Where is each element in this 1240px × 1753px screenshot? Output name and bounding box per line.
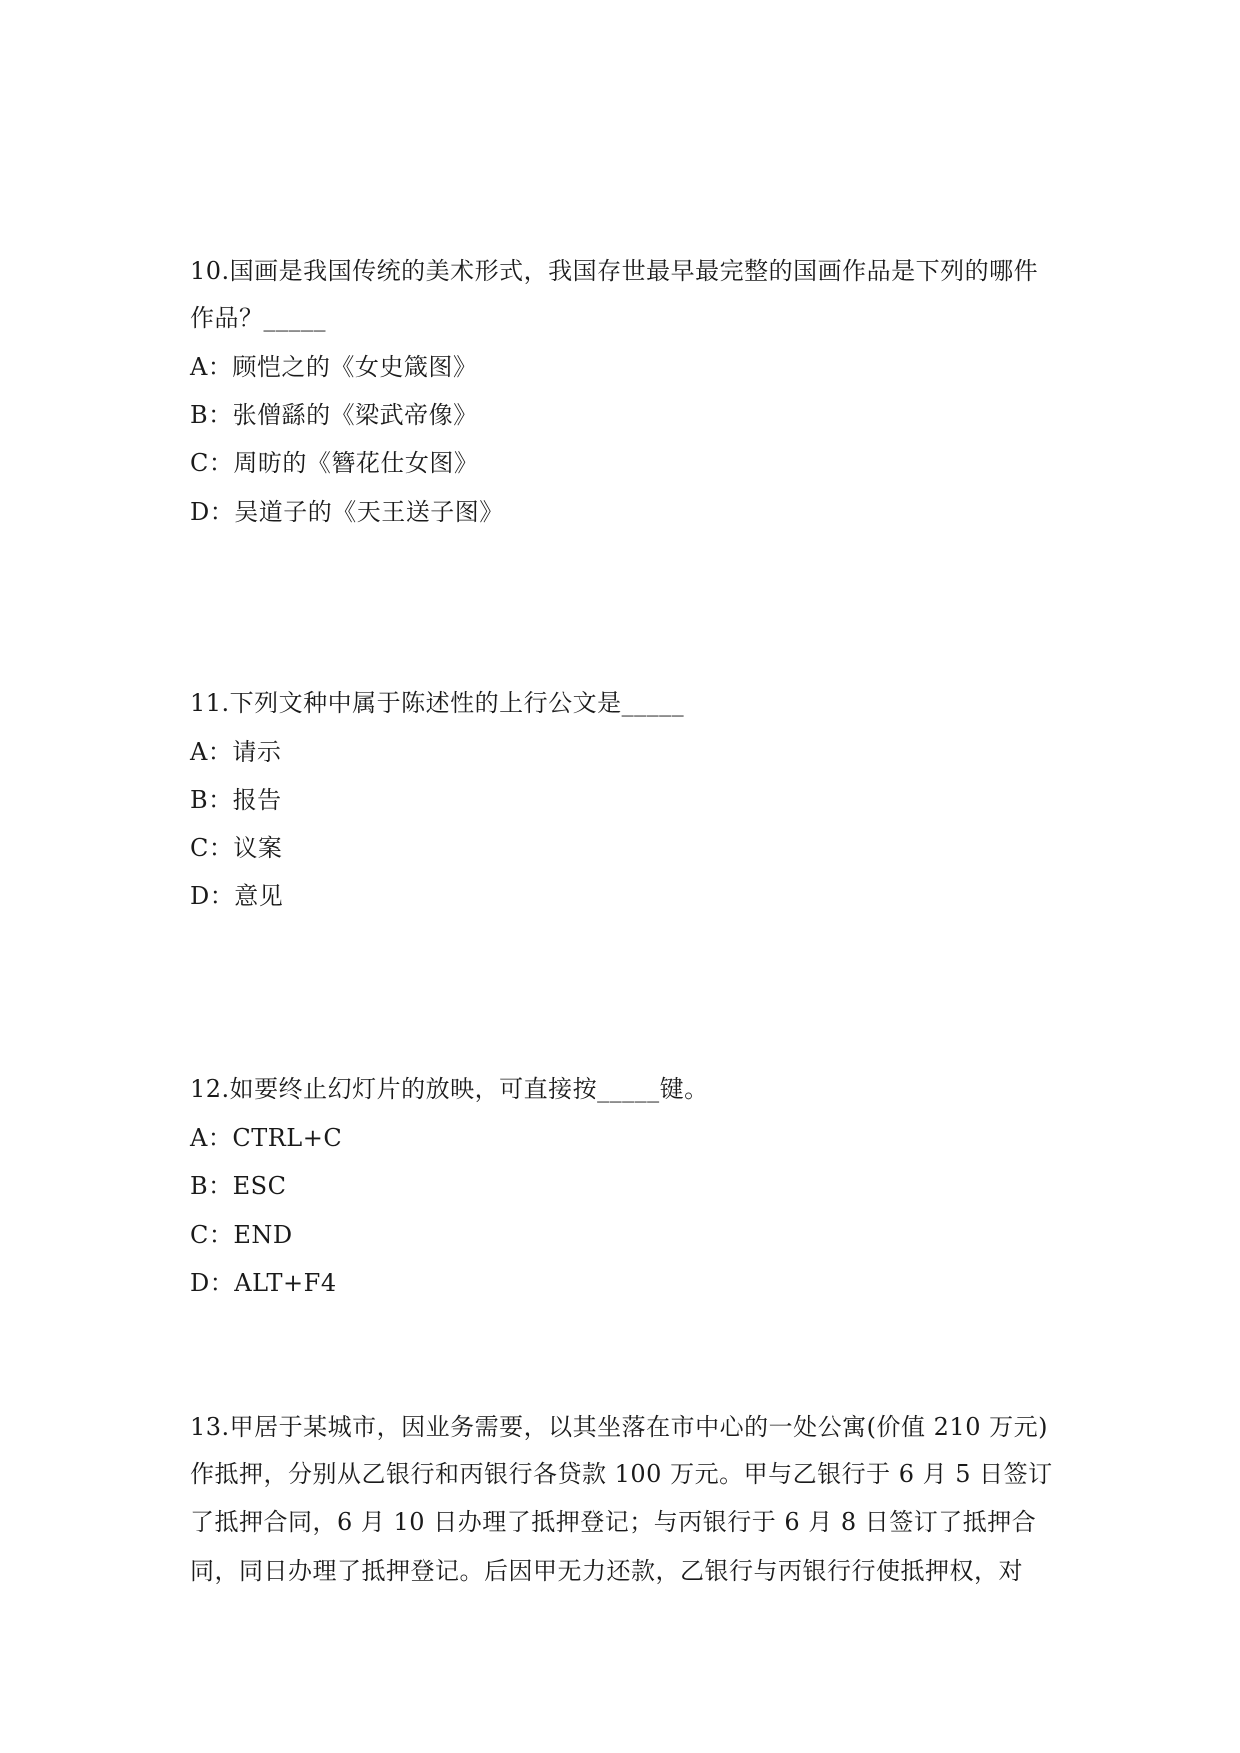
q10-stem-line-2: 作品？_____ (190, 304, 326, 332)
q11-stem-line-1: 11.下列文种中属于陈述性的上行公文是_____ (190, 689, 685, 717)
q10-option-a: A：顾恺之的《女史箴图》 (190, 353, 478, 381)
q13-stem-line-4: 同，同日办理了抵押登记。后因甲无力还款，乙银行与丙银行行使抵押权，对 (190, 1557, 1023, 1585)
q11-option-d: D：意见 (190, 882, 284, 910)
q12-stem-line-1: 12.如要终止幻灯片的放映，可直接按_____键。 (190, 1075, 709, 1103)
q13-stem-line-3: 了抵押合同，6 月 10 日办理了抵押登记；与丙银行于 6 月 8 日签订了抵押合 (190, 1508, 1037, 1536)
q13-stem-line-2: 作抵押，分别从乙银行和丙银行各贷款 100 万元。甲与乙银行于 6 月 5 日签订 (190, 1460, 1053, 1488)
q10-option-c: C：周昉的《簪花仕女图》 (190, 449, 479, 477)
q10-option-b: B：张僧繇的《梁武帝像》 (190, 401, 478, 429)
q10-stem-line-1: 10.国画是我国传统的美术形式，我国存世最早最完整的国画作品是下列的哪件 (190, 257, 1039, 285)
q11-option-c: C：议案 (190, 834, 283, 862)
q12-option-b: B：ESC (190, 1172, 287, 1200)
q13-stem-line-1: 13.甲居于某城市，因业务需要，以其坐落在市中心的一处公寓(价值 210 万元) (190, 1413, 1048, 1441)
q12-option-a: A：CTRL+C (190, 1124, 343, 1152)
q11-option-a: A：请示 (190, 738, 282, 766)
q12-option-d: D：ALT+F4 (190, 1269, 337, 1297)
q10-option-d: D：吴道子的《天王送子图》 (190, 498, 504, 526)
q11-option-b: B：报告 (190, 786, 282, 814)
q12-option-c: C：END (190, 1221, 293, 1249)
